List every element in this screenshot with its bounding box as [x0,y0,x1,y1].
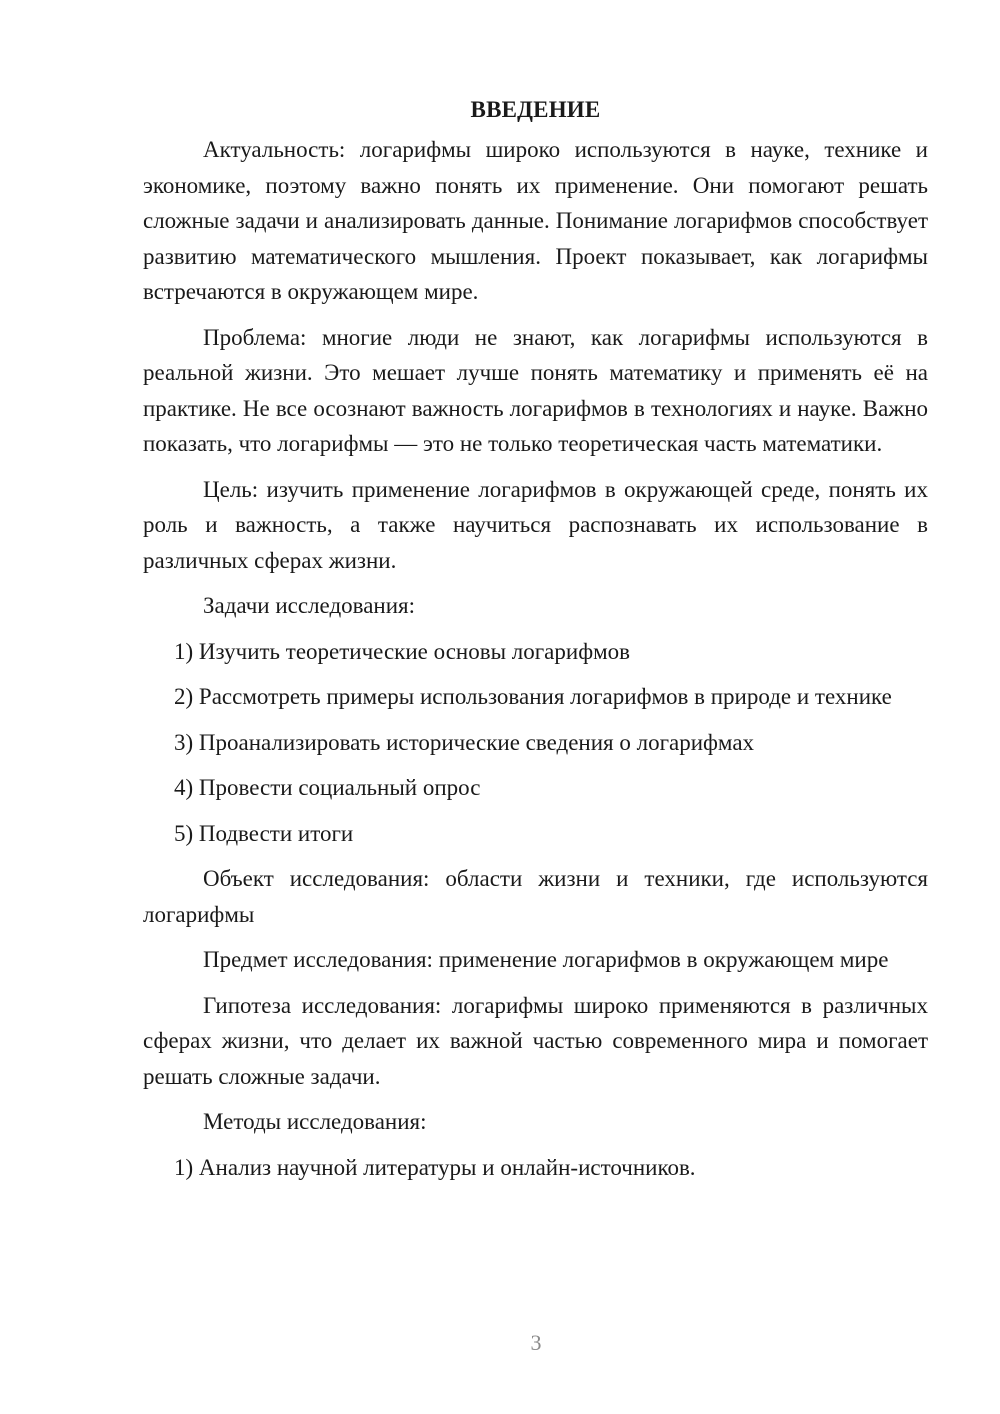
object-paragraph: Объект исследования: области жизни и техники, где используются логарифмы [143,866,928,927]
subject-paragraph: Предмет исследования: применение логарифмов в окружающем мире [203,947,889,972]
task-item-1: 1) Изучить теоретические основы логарифмов [174,638,631,664]
problem-paragraph: Проблема: многие люди не знают, как логарифмы используются в реальной жизни. Это мешает лучше понять математику и применять её на практике. Не все осознают важность логарифмов в технологиях и науке. Важно показать, что логарифмы — это не только теоретическая часть математики. [143,324,928,456]
method-item-1: 1) Анализ научной литературы и онлайн-источников. [174,1154,696,1180]
task-item-5: 5) Подвести итоги [174,820,354,846]
relevance-paragraph: Актуальность: логарифмы широко используются в науке, технике и экономике, поэтому важно понять их применение. Они помогают решать сложные задачи и анализировать данные. Понимание логарифмов способствует развитию математического мышления. Проект показывает, как логарифмы встречаются в окружающем мире. [143,137,928,304]
section-heading: ВВЕДЕНИЕ [470,97,601,122]
task-item-4: 4) Провести социальный опрос [174,775,481,800]
task-item-2: 2) Рассмотреть примеры использования логарифмов в природе и технике [174,684,892,709]
tasks-title: Задачи исследования: [203,593,416,618]
goal-paragraph: Цель: изучить применение логарифмов в окружающей среде, понять их роль и важность, а также научиться распознавать их использование в различных сферах жизни. [143,476,928,573]
page-content [143,92,928,1195]
task-item-3: 3) Проанализировать исторические сведения о логарифмах [174,729,755,755]
hypothesis-paragraph: Гипотеза исследования: логарифмы широко применяются в различных сферах жизни, что делает их важной частью современного мира и помогает решать сложные задачи. [143,992,928,1089]
methods-title: Методы исследования: [203,1109,427,1134]
page-number: 3 [530,1330,542,1355]
